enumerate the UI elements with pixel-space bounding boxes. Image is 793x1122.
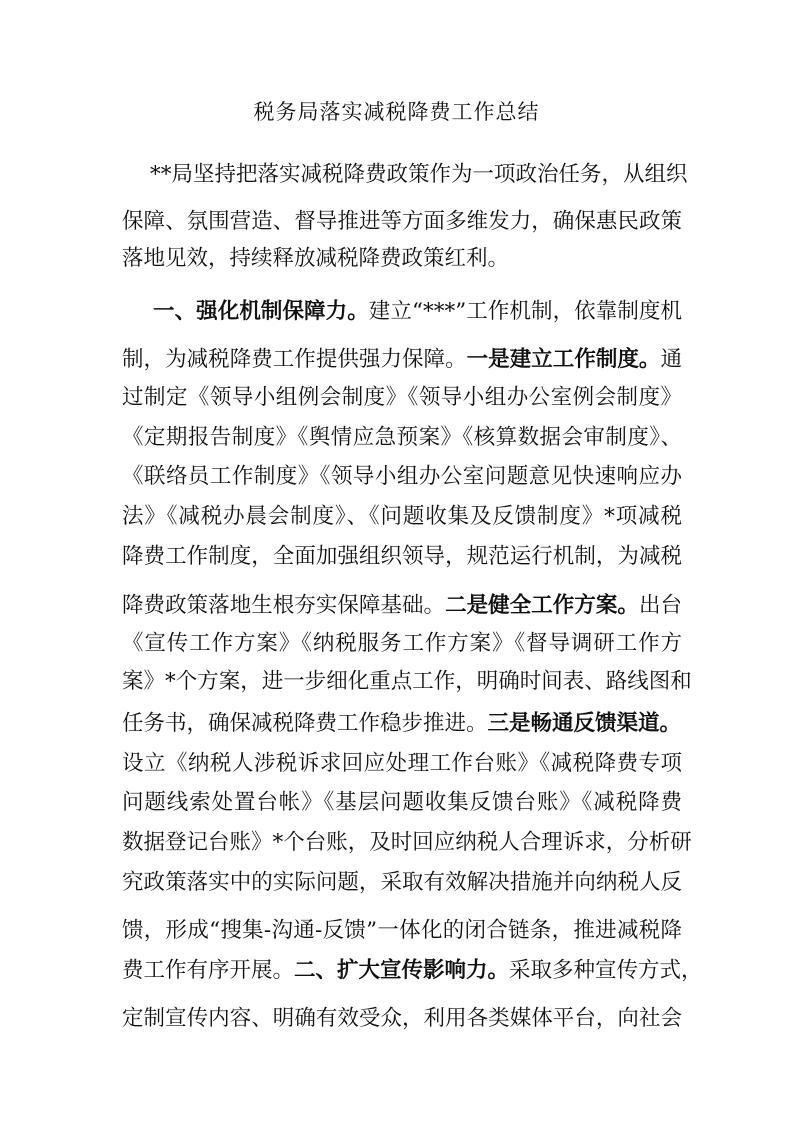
text-run: 任务书，确保减税降费工作稳步推进。 bbox=[122, 711, 488, 736]
text-line bbox=[122, 869, 682, 897]
text-run: 设立《纳税人涉税诉求回应处理工作台账》《减税降费专项 bbox=[122, 751, 682, 776]
text-run: 制，为减税降费工作提供强力保障。 bbox=[122, 347, 467, 372]
bold-heading-run: 一是建立工作制度。 bbox=[466, 347, 661, 372]
text-line bbox=[122, 630, 682, 658]
text-run: 法》《减税办晨会制度》、《问题收集及反馈制度》*项减税 bbox=[122, 504, 682, 529]
text-line bbox=[122, 245, 682, 273]
text-run: 费工作有序开展。 bbox=[122, 958, 295, 983]
text-line bbox=[122, 208, 682, 236]
text-run: 《联络员工作制度》《领导小组办公室问题意见快速响应办 bbox=[122, 464, 682, 489]
text-line bbox=[122, 503, 682, 531]
text-line bbox=[122, 543, 682, 571]
text-line bbox=[122, 710, 682, 738]
text-run: 建立“***”工作机制，依靠制度机 bbox=[368, 299, 682, 324]
text-line bbox=[122, 668, 692, 696]
bold-heading-run: 三是畅通反馈渠道。 bbox=[487, 711, 682, 736]
text-line bbox=[122, 346, 682, 374]
text-run: 采取多种宣传方式， bbox=[509, 958, 703, 983]
text-line bbox=[122, 424, 682, 452]
text-run: **局坚持把落实减税降费政策作为一项政治任务，从组织 bbox=[150, 162, 688, 187]
text-run: 究政策落实中的实际问题，采取有效解决措施并向纳税人反 bbox=[122, 870, 682, 895]
text-line bbox=[122, 384, 682, 412]
document-title: 税务局落实减税降费工作总结 bbox=[253, 100, 540, 124]
text-run: 问题线索处置台帐》《基层问题收集反馈台账》《减税降费 bbox=[122, 790, 682, 815]
bold-heading-run: 二是健全工作方案。 bbox=[445, 593, 639, 618]
bold-heading-run: 一、强化机制保障力。 bbox=[153, 299, 369, 324]
text-run: 过制定《领导小组例会制度》《领导小组办公室例会制度》 bbox=[122, 385, 682, 410]
text-run: 保障、氛围营造、督导推进等方面多维发力，确保惠民政策 bbox=[122, 209, 682, 234]
text-run: 定制宣传内容、明确有效受众，利用各类媒体平台，向社会 bbox=[122, 1006, 682, 1031]
text-run: 《定期报告制度》《舆情应急预案》《核算数据会审制度》、 bbox=[122, 425, 682, 450]
text-line bbox=[122, 789, 682, 817]
text-run: 落地见效，持续释放减税降费政策红利。 bbox=[122, 246, 510, 271]
text-line bbox=[122, 957, 703, 985]
text-line bbox=[153, 298, 682, 326]
text-line bbox=[122, 1005, 682, 1033]
text-line bbox=[122, 917, 682, 945]
text-run: 《宣传工作方案》《纳税服务工作方案》《督导调研工作方 bbox=[122, 631, 682, 656]
text-run: 降费工作制度，全面加强组织领导，规范运行机制，为减税 bbox=[122, 544, 682, 569]
text-run: 馈，形成“搜集-沟通-反馈”一体化的闭合链条，推进减税降 bbox=[122, 918, 682, 943]
text-line bbox=[122, 592, 682, 620]
text-line bbox=[122, 750, 682, 778]
bold-heading-run: 二、扩大宣传影响力。 bbox=[294, 958, 510, 983]
text-line bbox=[150, 161, 688, 189]
text-line bbox=[122, 829, 692, 857]
text-run: 通 bbox=[660, 347, 682, 372]
text-run: 数据登记台账》*个台账，及时回应纳税人合理诉求，分析研 bbox=[122, 830, 692, 855]
text-run: 降费政策落地生根夯实保障基础。 bbox=[122, 593, 446, 618]
text-line bbox=[122, 463, 682, 491]
text-run: 案》*个方案，进一步细化重点工作，明确时间表、路线图和 bbox=[122, 669, 692, 694]
text-run: 出台 bbox=[638, 593, 682, 618]
